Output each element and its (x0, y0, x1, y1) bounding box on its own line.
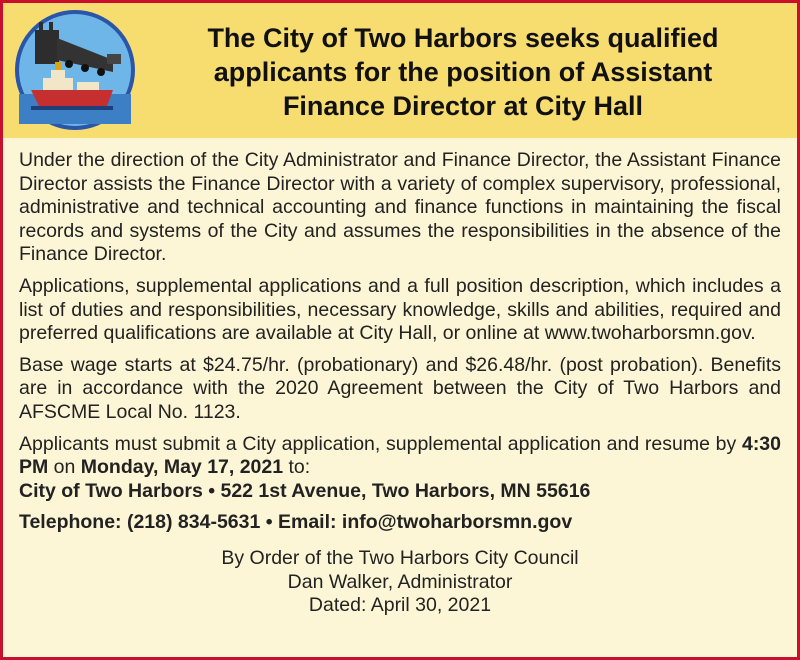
contact-address: City of Two Harbors • 522 1st Avenue, Two Harbors, MN 55616 (19, 479, 591, 502)
deadline-text-start: Applicants must submit a City application, supplemental application and resume by (19, 432, 742, 455)
headline (153, 21, 773, 123)
deadline-date: Monday, May 17, 2021 (80, 456, 284, 479)
wage-paragraph: Base wage starts at $24.75/hr. (probationary) and $26.48/hr. (post probation). Benefits are in accordance with the 2020 Agreement between the City of Two Harbors and AFSCME Local No. 1123. (19, 353, 781, 423)
ad-header (3, 3, 797, 138)
contact-phone-email: Telephone: (218) 834-5631 • Email: info@twoharborsmn.gov (19, 511, 573, 534)
headline-line-1: The City of Two Harbors seeks qualified (207, 23, 719, 53)
ad-body (19, 149, 781, 618)
city-seal-icon (13, 8, 137, 132)
closing-block (19, 547, 781, 618)
deadline-paragraph (19, 433, 781, 480)
headline-line-3: Finance Director at City Hall (282, 91, 644, 121)
deadline-text-end: to: (283, 456, 311, 479)
deadline-on: on (48, 456, 81, 479)
description-paragraph: Under the direction of the City Administrator and Finance Director, the Assistant Finance Director assists the Finance Director with a variety of complex supervisory, professional, administrative and technical accounting and finance functions in maintaining the fiscal records and systems of the City and assumes the responsibilities in the absence of the Finance Director. (19, 149, 781, 266)
headline-line-2: applicants for the position of Assistant (213, 57, 713, 87)
closing-line-3: Dated: April 30, 2021 (308, 594, 492, 617)
deadline-time: 4:30 PM (19, 432, 781, 479)
closing-line-1: By Order of the Two Harbors City Council (221, 546, 579, 569)
applications-paragraph: Applications, supplemental applications and a full position description, which includes a list of duties and responsibilities, necessary knowledge, skills and abilities, required and preferred qualifications are available at City Hall, or online at www.twoharborsmn.gov. (19, 274, 781, 345)
closing-line-2: Dan Walker, Administrator (287, 570, 513, 593)
